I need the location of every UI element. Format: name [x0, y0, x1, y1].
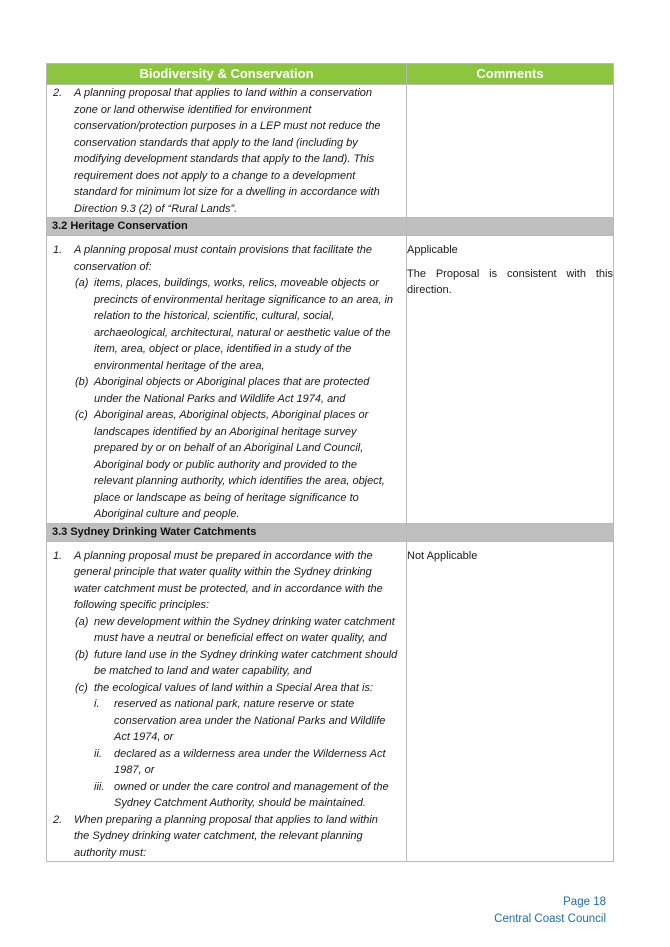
list-marker: 2. — [53, 813, 63, 826]
requirement-cell: 1. A planning proposal must contain provisions that facilitate the conservation of: (a) items, places, buildings, works, relics, moveable objects or precincts of environmental heritage significance to an area, in relation to the historical, scientific, cultural, social, archaeological, architectural, natural or aesthetic value of the item, area, object or place, identified in a study of the environmental heritage of the area, (b) Aboriginal objects or Aboriginal places that are protected under the National Parks and Wildlife Act 1974, and (c) Aboriginal areas, Aboriginal objects, Aboriginal places or landscapes identified by an Aboriginal heritage survey prepared by or on behalf of an Aboriginal Land Council, Aboriginal body or public authority and provided to the relevant planning authority, which identifies the area, object, place or landscape as being of heritage significance to Aboriginal culture and people. — [47, 236, 407, 524]
comment-applicability: Not Applicable — [407, 549, 478, 562]
list-item: (c) the ecological values of land within a Special Area that is: — [47, 680, 406, 697]
page-footer — [494, 894, 606, 928]
list-item: (a) items, places, buildings, works, relics, moveable objects or — [47, 275, 406, 292]
list-marker: (c) — [75, 409, 88, 421]
list-item: ii. declared as a wilderness area under the Wilderness Act — [47, 746, 406, 763]
table-header-row — [47, 64, 614, 85]
list-item: (c) Aboriginal areas, Aboriginal objects, Aboriginal places or — [47, 407, 406, 424]
page-number: Page 18 — [563, 896, 606, 908]
list-item: (b) future land use in the Sydney drinking water catchment should — [47, 647, 406, 664]
list-marker: i. — [94, 698, 100, 710]
list-marker: (a) — [75, 615, 89, 628]
list-item: 2. A planning proposal that applies to land within a conservation — [47, 85, 406, 102]
comment-cell — [407, 85, 614, 218]
section-title-heritage-conservation: 3.2 Heritage Conservation — [47, 218, 407, 236]
list-item: (b) Aboriginal objects or Aboriginal places that are protected — [47, 374, 406, 391]
list-marker: (a) — [75, 277, 89, 289]
list-item: (a) new development within the Sydney drinking water catchment — [47, 614, 406, 631]
list-marker: (c) — [75, 681, 88, 694]
list-marker: 2. — [53, 87, 63, 99]
list-marker: (b) — [75, 376, 89, 388]
table-row — [47, 85, 614, 218]
table-row — [47, 541, 614, 862]
organisation-name: Central Coast Council — [494, 913, 606, 925]
requirement-cell: 2. A planning proposal that applies to land within a conservation zone or land otherwise identified for environment conservation/protection purposes in a LEP must not reduce the conservation standards that apply to the land (including by modifying development standards that apply to the land). This requirement does not apply to a change to a development standard for minimum lot size for a dwelling in accordance with Direction 9.3 (2) of “Rural Lands”. — [47, 85, 407, 218]
comment-cell — [407, 236, 614, 524]
comment-applicability: Applicable — [407, 244, 458, 256]
list-item: 2. When preparing a planning proposal that applies to land within — [47, 812, 406, 829]
header-comments: Comments — [407, 64, 614, 85]
table-row — [47, 236, 614, 524]
list-marker: 1. — [53, 549, 63, 562]
section-heading-row — [47, 523, 614, 541]
biodiversity-conservation-table — [46, 63, 614, 862]
section-title-sydney-drinking-water-catchments: 3.3 Sydney Drinking Water Catchments — [47, 523, 407, 541]
list-item: iii. owned or under the care control and management of the — [47, 779, 406, 796]
requirement-cell: 1. A planning proposal must be prepared in accordance with the general principle that water quality within the Sydney drinking water catchment must be protected, and in accordance with the following specific principles: (a) new development within the Sydney drinking water catchment must have a neutral or beneficial effect on water quality, and (b) future land use in the Sydney drinking water catchment should be matched to land and water capability, and (c) the ecological values of land within a Special Area that is: i. reserved as national park, nature reserve or state conservation area under the National Parks and Wildlife Act 1974, or ii. declared as a wilderness area under the Wilderness Act 1987, or iii. owned or under the care control and management of the Sydney Catchment Authority, should be maintained. 2. When preparing a planning proposal that applies to land within the Sydney drinking water catchment, the relevant planning authority must: — [47, 541, 407, 862]
list-marker: (b) — [75, 648, 89, 661]
list-marker: iii. — [94, 780, 105, 793]
section-heading-row — [47, 218, 614, 236]
list-marker: ii. — [94, 747, 102, 760]
header-biodiversity-conservation: Biodiversity & Conservation — [47, 64, 407, 85]
list-marker: 1. — [53, 244, 63, 256]
list-item: i. reserved as national park, nature reserve or state — [47, 696, 406, 713]
comment-cell — [407, 541, 614, 862]
list-item: 1. A planning proposal must be prepared in accordance with the — [47, 548, 406, 565]
list-item: 1. A planning proposal must contain provisions that facilitate the — [47, 242, 406, 259]
comment-text: The Proposal is consistent with this direction. — [407, 267, 613, 296]
